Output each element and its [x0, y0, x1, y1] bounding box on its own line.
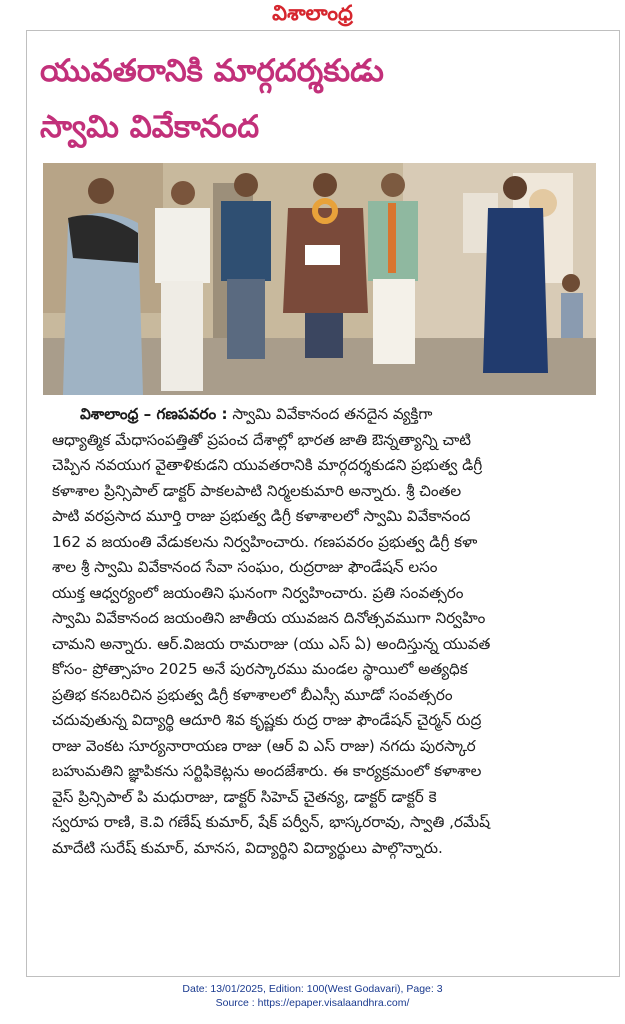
article-line: స్వామి వివేకానంద జయంతిని జాతీయ యువజన దినోత్సవముగా నిర్వహిం [52, 609, 486, 627]
group-photo-illustration [43, 163, 596, 395]
source-link[interactable]: Source : https://epaper.visalaandhra.com/ [215, 997, 410, 1009]
masthead-logo: విశాలాంధ్ర [266, 1, 359, 25]
article-line: వైస్ ప్రిన్సిపాల్ పి మధురాజు, డాక్టర్ సిహెచ్ చైతన్య, డాక్టర్ డాక్టర్ కె [52, 787, 437, 806]
article-line: చామని అన్నారు. ఆర్.విజయ రామరాజు (యు ఎస్ ఏ) అందిస్తున్న యువత [52, 634, 491, 653]
article-line: విశాలాంధ్ర – గణపవరం : స్వామి వివేకానంద తనదైన వ్యక్తిగా [80, 405, 433, 423]
article-body [52, 402, 592, 861]
article-line: చెప్పిన నవయుగ వైతాళికుడని యువతరానికి మార్గదర్శకుడని ప్రభుత్వ డిగ్రీ [52, 456, 483, 474]
dateline: విశాలాంధ్ర – గణపవరం : [80, 405, 228, 423]
article-line: శాల శ్రీ స్వామి వివేకానంద సేవా సంఘం, రుద్రరాజు ఫౌండేషన్ లసం [52, 558, 438, 576]
masthead [0, 0, 625, 26]
headline-line-2: స్వామి వివేకానంద [40, 109, 260, 145]
article-line: రాజు వెంకట సూర్యనారాయణ రాజు (ఆర్ వి ఎస్ రాజు) నగదు పురస్కార [52, 736, 476, 755]
article-line: మాదేటి సురేష్ కుమార్, మానస, విద్యార్థిని విద్యార్థులు పాల్గొన్నారు. [52, 838, 443, 857]
article-line: ఆధ్యాత్మిక మేధాసంపత్తితో ప్రపంచ దేశాల్లో భారత జాతి ఔన్నత్యాన్ని చాటి [52, 430, 471, 449]
article-line: కోసం- ప్రోత్సాహం 2025 అనే పురస్కారము మండల స్థాయిలో అత్యధిక [52, 660, 468, 678]
article-line: బహుమతిని జ్ఞాపికను సర్టిఫికెట్లను అందజేశారు. ఈ కార్యక్రమంలో కళాశాల [52, 762, 482, 780]
article-line: 162 వ జయంతి వేడుకలను నిర్వహించారు. గణపవరం ప్రభుత్వ డిగ్రీ కళా [52, 532, 478, 551]
article-line: కళాశాల ప్రిన్సిపాల్ డాక్టర్ పాకలపాటి నిర్మలకుమారి అన్నారు. శ్రీ చింతల [52, 481, 462, 500]
article-line: పాటి వరప్రసాద మూర్తి రాజు ప్రభుత్వ డిగ్రీ కళాశాలలో స్వామి వివేకానంద [52, 507, 471, 525]
headline-line-1: యువతరానికి మార్గదర్శకుడు [40, 53, 384, 89]
news-photo [43, 163, 596, 395]
article-line: చదువుతున్న విద్యార్థి ఆదూరి శివ కృష్ణకు రుద్ర రాజు ఫౌండేషన్ చైర్మన్ రుద్ర [52, 711, 482, 729]
edition-info: Date: 13/01/2025, Edition: 100(West Godavari), Page: 3 [182, 983, 443, 995]
article-line: స్వరూప రాణి, కె.వి గణేష్ కుమార్, షేక్ పర్వీన్, భాస్కరరావు, స్వాతి ,రమేష్ [52, 813, 490, 831]
article-line: యుక్త ఆధ్వర్యంలో జయంతిని ఘనంగా నిర్వహించారు. ప్రతి సంవత్సరం [52, 583, 464, 602]
article-line: ప్రతిభ కనబరిచిన ప్రభుత్వ డిగ్రీ కళాశాలలో బీఎస్సీ మూడో సంవత్సరం [52, 685, 453, 704]
